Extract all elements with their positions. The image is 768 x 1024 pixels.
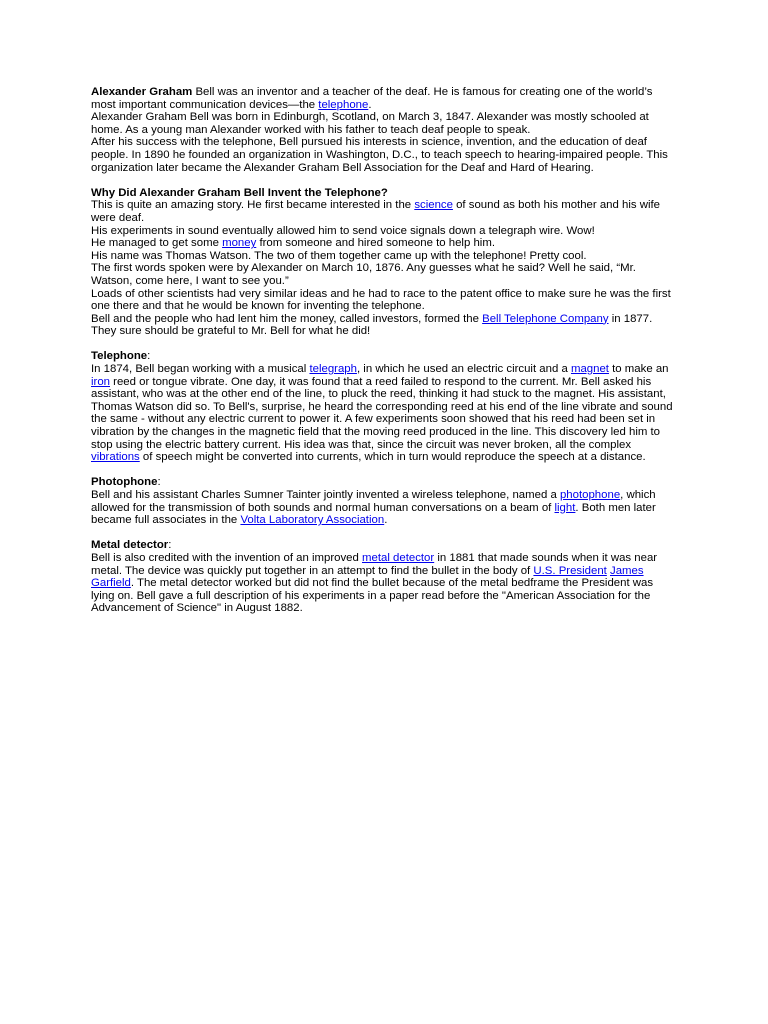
intro-paragraph: Alexander Graham Bell was an inventor and a teacher of the deaf. He is famous for creating one of the world’s most important communication devices—the telephone. (91, 86, 653, 111)
link-vibrations[interactable]: vibrations (91, 451, 140, 464)
link-science[interactable]: science (414, 199, 453, 212)
telephone-paragraph: In 1874, Bell began working with a musical telegraph, in which he used an electric circuit and a magnet to make an iron reed or tongue vibrate. One day, it was found that a reed failed to respond to the current. Mr. Bell asked his assistant, who was at the other end of the line, to pluck the reed, thinking it had stuck to the magnet. His assistant, Thomas Watson did so. To Bell's, surprise, he heard the corresponding reed at his end of the line vibrate and sound the same - without any electric current to power it. A few experiments soon showed that his reed had been set in vibration by the changes in the magnetic field that the moving reed produced in the line. This discovery led him to stop using the electric battery current. His idea was that, since the circuit was never broken, all the complex vibrations of speech might be converted into currents, which in turn would reproduce the speech at a distance. (91, 363, 673, 464)
document-page (91, 86, 677, 615)
link-magnet[interactable]: magnet (570, 363, 609, 376)
why-paragraph-4: His name was Thomas Watson. The two of them together came up with the telephone! Pretty cool. (91, 249, 587, 262)
photophone-paragraph: Bell and his assistant Charles Sumner Tainter jointly invented a wireless telephone, named a photophone, which allowed for the transmission of both sounds and normal human conversations on a beam of light. Both men later became full associates in the Volta Laboratory Association. (91, 489, 656, 527)
why-paragraph-7: Bell and the people who had lent him the money, called investors, formed the Bell Telephone Company in 1877. (91, 312, 653, 325)
link-james-garfield[interactable]: James Garfield (91, 564, 644, 590)
link-volta-laboratory[interactable]: Volta Laboratory Association (240, 514, 385, 527)
link-telephone[interactable]: telephone (318, 98, 369, 111)
intro-name-bold: Alexander Graham (91, 86, 193, 98)
why-paragraph-5: The first words spoken were by Alexander on March 10, 1876. Any guesses what he said? Well he said, “Mr. Watson, come here, I want to see you.” (91, 262, 636, 287)
link-metal-detector[interactable]: metal detector (362, 551, 435, 564)
why-paragraph-6: Loads of other scientists had very similar ideas and he had to race to the patent office to make sure he was the first one there and that he would be known for inventing the telephone. (91, 287, 671, 313)
intro-birth-paragraph: Alexander Graham Bell was born in Edinburgh, Scotland, on March 3, 1847. Alexander was mostly schooled at home. As a young man Alexander worked with his father to teach deaf people to speak. (91, 111, 649, 136)
intro-later-paragraph: After his success with the telephone, Bell pursued his interests in science, invention, and the education of deaf people. In 1890 he founded an organization in Washington, D.C., to teach speech to hearing-impaired people. This organization later became the Alexander Graham Bell Association for the Deaf and Hard of Hearing. (91, 136, 668, 174)
photophone-heading: Photophone: (91, 476, 161, 489)
why-paragraph-1: This is quite an amazing story. He first became interested in the science of sound as both his mother and his wife were deaf. (91, 199, 660, 224)
why-paragraph-2: His experiments in sound eventually allowed him to send voice signals down a telegraph wire. Wow! (91, 224, 595, 237)
why-paragraph-8: They sure should be grateful to Mr. Bell for what he did! (91, 325, 371, 338)
why-heading: Why Did Alexander Graham Bell Invent the Telephone? (91, 186, 388, 199)
metal-detector-paragraph: Bell is also credited with the invention of an improved metal detector in 1881 that made sounds when it was near metal. The device was quickly put together in an attempt to find the bullet in the body of U.S. President James Garfield. The metal detector worked but did not find the bullet because of the metal bedframe the President was lying on. Bell gave a full description of his experiments in a paper read before the "American Association for the Advancement of Science" in August 1882. (91, 551, 658, 615)
link-iron[interactable]: iron (91, 375, 110, 388)
link-photophone[interactable]: photophone (559, 489, 621, 501)
telephone-heading: Telephone: (91, 350, 151, 363)
why-paragraph-3: He managed to get some money from someone and hired someone to help him. (91, 237, 495, 250)
link-us-president[interactable]: U.S. President (533, 564, 607, 577)
link-bell-telephone-company[interactable]: Bell Telephone Company (482, 312, 609, 325)
metal-detector-heading: Metal detector: (91, 539, 172, 552)
link-money[interactable]: money (222, 237, 257, 250)
link-light[interactable]: light (554, 501, 576, 514)
link-telegraph[interactable]: telegraph (309, 363, 357, 376)
